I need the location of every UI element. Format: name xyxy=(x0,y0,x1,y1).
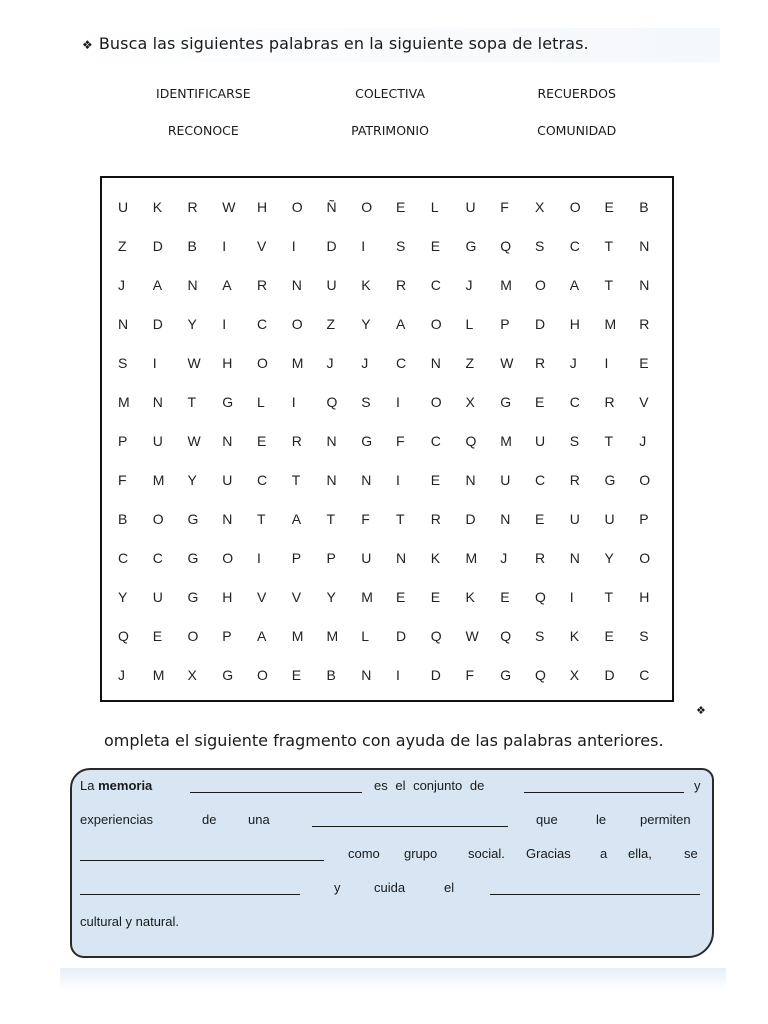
word-search-grid xyxy=(116,188,672,694)
grid-letter[interactable]: I xyxy=(222,238,227,255)
grid-letter[interactable]: P xyxy=(118,432,128,449)
grid-letter[interactable]: W xyxy=(187,432,201,449)
grid-letter[interactable]: I xyxy=(396,394,400,411)
grid-letter[interactable]: C xyxy=(430,277,441,294)
grid-letter[interactable]: G xyxy=(604,471,616,488)
grid-letter[interactable]: R xyxy=(430,510,441,527)
instruction-complete: ompleta el siguiente fragmento con ayuda de las palabras anteriores. xyxy=(104,731,664,750)
grid-letter[interactable]: U xyxy=(152,432,163,449)
grid-letter[interactable]: O xyxy=(430,394,442,411)
grid-letter[interactable]: N xyxy=(118,316,129,333)
word-bank-item: PATRIMONIO xyxy=(351,123,429,138)
fragment-word: se xyxy=(684,846,698,861)
grid-letter[interactable]: R xyxy=(604,394,615,411)
grid-letter[interactable]: O xyxy=(569,199,581,216)
grid-letter[interactable]: P xyxy=(326,549,336,566)
grid-letter[interactable]: F xyxy=(361,510,370,527)
fill-blank-1[interactable] xyxy=(190,792,362,793)
fragment-word: social. xyxy=(468,846,505,861)
grid-letter[interactable]: N xyxy=(361,471,372,488)
grid-letter[interactable]: J xyxy=(639,432,647,449)
grid-letter[interactable]: J xyxy=(118,277,125,294)
grid-letter[interactable]: Q xyxy=(500,627,512,644)
instruction-find-words xyxy=(82,34,589,53)
fragment-word: a xyxy=(600,846,608,861)
grid-letter[interactable]: Q xyxy=(465,432,477,449)
grid-letter[interactable]: R xyxy=(639,316,650,333)
grid-letter[interactable]: F xyxy=(500,199,509,216)
fragment-word: permiten xyxy=(640,812,691,827)
grid-letter[interactable]: A xyxy=(257,627,267,644)
grid-letter[interactable]: H xyxy=(222,588,233,605)
grid-letter[interactable]: O xyxy=(361,199,373,216)
grid-letter[interactable]: F xyxy=(396,432,405,449)
grid-letter[interactable]: N xyxy=(639,238,650,255)
grid-letter[interactable]: Q xyxy=(118,627,129,644)
grid-letter[interactable]: E xyxy=(396,199,406,216)
grid-letter[interactable]: K xyxy=(152,199,163,216)
fill-blank-2[interactable] xyxy=(524,792,684,793)
grid-letter[interactable]: R xyxy=(535,549,546,566)
grid-letter[interactable]: B xyxy=(118,510,128,527)
grid-letter[interactable]: J xyxy=(361,355,369,372)
grid-letter[interactable]: S xyxy=(535,627,545,644)
grid-letter[interactable]: G xyxy=(465,238,477,255)
grid-letter[interactable]: S xyxy=(535,238,545,255)
fragment-word: Gracias xyxy=(526,846,571,861)
grid-letter[interactable]: Y xyxy=(118,588,128,605)
grid-letter[interactable]: U xyxy=(152,588,163,605)
word-bank xyxy=(110,86,670,138)
grid-letter[interactable]: N xyxy=(465,471,476,488)
fragment-word: y xyxy=(334,880,341,895)
grid-letter[interactable]: U xyxy=(569,510,580,527)
grid-letter[interactable]: C xyxy=(152,549,163,566)
grid-letter[interactable]: D xyxy=(604,666,615,683)
grid-letter[interactable]: Y xyxy=(361,316,371,333)
word-bank-item: COLECTIVA xyxy=(355,86,425,101)
grid-letter[interactable]: N xyxy=(396,549,407,566)
grid-letter[interactable]: M xyxy=(500,277,512,294)
grid-letter[interactable]: X xyxy=(465,394,475,411)
grid-letter[interactable]: L xyxy=(465,316,474,333)
grid-letter[interactable]: R xyxy=(535,355,546,372)
grid-letter[interactable]: R xyxy=(187,199,198,216)
grid-letter[interactable]: V xyxy=(639,394,649,411)
word-bank-item: RECONOCE xyxy=(167,123,239,138)
grid-letter[interactable]: E xyxy=(396,588,406,605)
grid-letter[interactable]: V xyxy=(257,238,267,255)
fill-blank-5[interactable] xyxy=(80,894,300,895)
grid-letter[interactable]: C xyxy=(257,316,268,333)
fragment-word: grupo xyxy=(404,846,438,861)
grid-letter[interactable]: Y xyxy=(604,549,614,566)
grid-letter[interactable]: T xyxy=(604,588,614,605)
grid-letter[interactable]: M xyxy=(604,316,617,333)
grid-letter[interactable]: C xyxy=(569,238,580,255)
grid-letter[interactable]: U xyxy=(326,277,337,294)
grid-letter[interactable]: U xyxy=(222,471,233,488)
grid-letter[interactable]: S xyxy=(118,355,128,372)
grid-letter[interactable]: O xyxy=(430,316,442,333)
grid-letter[interactable]: R xyxy=(257,277,268,294)
grid-letter[interactable]: E xyxy=(430,588,441,605)
grid-letter[interactable]: C xyxy=(118,549,129,566)
grid-letter[interactable]: G xyxy=(187,549,199,566)
grid-letter[interactable]: T xyxy=(326,510,336,527)
grid-letter[interactable]: T xyxy=(604,277,614,294)
grid-letter[interactable]: N xyxy=(187,277,198,294)
grid-letter[interactable]: S xyxy=(396,238,406,255)
grid-letter[interactable]: X xyxy=(187,666,197,683)
grid-letter[interactable]: J xyxy=(500,549,508,566)
word-bank-item: IDENTIFICARSE xyxy=(156,86,251,101)
grid-letter[interactable]: N xyxy=(326,471,337,488)
grid-letter[interactable]: O xyxy=(152,510,164,527)
grid-letter[interactable]: U xyxy=(118,199,129,216)
grid-letter[interactable]: M xyxy=(291,627,304,644)
grid-letter[interactable]: D xyxy=(430,666,441,683)
grid-letter[interactable]: U xyxy=(500,471,511,488)
grid-letter[interactable]: Z xyxy=(465,355,475,372)
grid-letter[interactable]: W xyxy=(465,627,479,644)
grid-letter[interactable]: T xyxy=(396,510,405,527)
grid-letter[interactable]: N xyxy=(291,277,302,294)
grid-letter[interactable]: I xyxy=(291,394,296,411)
grid-letter[interactable]: N xyxy=(152,394,163,411)
word-search-box xyxy=(100,176,674,702)
fragment-word: que xyxy=(536,812,558,827)
grid-letter[interactable]: U xyxy=(535,432,546,449)
grid-letter[interactable]: Z xyxy=(326,316,336,333)
grid-letter[interactable]: J xyxy=(326,355,334,372)
grid-letter[interactable]: D xyxy=(396,627,407,644)
grid-letter[interactable]: D xyxy=(326,238,337,255)
fragment-word: el xyxy=(444,880,455,895)
grid-letter[interactable]: C xyxy=(430,432,441,449)
grid-letter[interactable]: M xyxy=(291,355,304,372)
grid-letter[interactable]: E xyxy=(639,355,649,372)
grid-letter[interactable]: D xyxy=(152,238,163,255)
grid-letter[interactable]: T xyxy=(187,394,197,411)
grid-letter[interactable]: D xyxy=(465,510,476,527)
grid-letter[interactable]: I xyxy=(569,588,574,605)
grid-letter[interactable]: E xyxy=(430,238,441,255)
grid-letter[interactable]: O xyxy=(257,666,268,683)
fragment-word: como xyxy=(348,846,380,861)
diamond-bullet-icon: ❖ xyxy=(82,38,93,52)
grid-letter[interactable]: Q xyxy=(535,666,546,683)
grid-letter[interactable]: I xyxy=(604,355,609,372)
grid-letter[interactable]: B xyxy=(639,199,649,216)
grid-letter[interactable]: M xyxy=(465,549,478,566)
grid-letter[interactable]: G xyxy=(187,510,199,527)
fragment-word: es el conjunto de xyxy=(374,778,485,793)
grid-letter[interactable]: N xyxy=(430,355,441,372)
grid-letter[interactable]: J xyxy=(569,355,577,372)
grid-letter[interactable]: G xyxy=(500,666,512,683)
fill-blank-4[interactable] xyxy=(80,860,324,861)
grid-letter[interactable]: A xyxy=(396,316,406,333)
grid-letter[interactable]: L xyxy=(257,394,265,411)
grid-letter[interactable]: E xyxy=(604,199,614,216)
grid-letter[interactable]: O xyxy=(291,316,303,333)
grid-letter[interactable]: B xyxy=(187,238,197,255)
fragment-word: una xyxy=(248,812,270,827)
fragment-word: le xyxy=(596,812,607,827)
grid-letter[interactable]: I xyxy=(361,238,366,255)
grid-letter[interactable]: T xyxy=(257,510,266,527)
grid-letter[interactable]: Q xyxy=(430,627,442,644)
grid-letter[interactable]: H xyxy=(569,316,580,333)
grid-letter[interactable]: P xyxy=(222,627,232,644)
grid-letter[interactable]: G xyxy=(361,432,373,449)
grid-letter[interactable]: A xyxy=(291,510,302,527)
grid-letter[interactable]: U xyxy=(361,549,372,566)
grid-letter[interactable]: H xyxy=(257,199,268,216)
grid-letter[interactable]: A xyxy=(222,277,232,294)
word-bank-item: RECUERDOS xyxy=(537,86,616,101)
grid-letter[interactable]: K xyxy=(569,627,580,644)
grid-letter[interactable]: N xyxy=(361,666,372,683)
fragment-word: cuida xyxy=(374,880,406,895)
grid-letter[interactable]: T xyxy=(604,432,614,449)
grid-letter[interactable]: O xyxy=(639,471,651,488)
grid-letter[interactable]: X xyxy=(569,666,580,683)
grid-letter[interactable]: N xyxy=(326,432,337,449)
grid-letter[interactable]: J xyxy=(118,666,125,683)
grid-letter[interactable]: F xyxy=(118,471,127,488)
grid-letter[interactable]: Q xyxy=(535,588,546,605)
grid-letter[interactable]: R xyxy=(291,432,302,449)
grid-letter[interactable]: V xyxy=(291,588,302,605)
grid-letter[interactable]: A xyxy=(569,277,580,294)
grid-letter[interactable]: E xyxy=(535,394,545,411)
grid-letter[interactable]: U xyxy=(604,510,615,527)
grid-letter[interactable]: C xyxy=(569,394,580,411)
grid-letter[interactable]: T xyxy=(291,471,301,488)
grid-letter[interactable]: I xyxy=(222,316,227,333)
grid-letter[interactable]: P xyxy=(291,549,302,566)
grid-letter[interactable]: F xyxy=(465,666,475,683)
grid-letter[interactable]: M xyxy=(500,432,512,449)
grid-letter[interactable]: W xyxy=(187,355,201,372)
grid-letter[interactable]: Q xyxy=(326,394,338,411)
grid-letter[interactable]: Q xyxy=(500,238,512,255)
diamond-bullet-icon: ❖ xyxy=(696,704,706,717)
grid-letter[interactable]: M xyxy=(326,627,339,644)
grid-letter[interactable]: S xyxy=(639,627,649,644)
fragment-word: de xyxy=(202,812,217,827)
fragment-panel xyxy=(70,768,714,958)
grid-letter[interactable]: C xyxy=(396,355,407,372)
grid-letter[interactable]: B xyxy=(326,666,336,683)
grid-letter[interactable]: I xyxy=(396,666,400,683)
fragment-word: ella, xyxy=(628,846,652,861)
fill-blank-6[interactable] xyxy=(490,894,700,895)
grid-letter[interactable]: E xyxy=(430,471,441,488)
instruction-text: Busca las siguientes palabras en la siguiente sopa de letras. xyxy=(98,34,589,53)
grid-letter[interactable]: O xyxy=(187,627,199,644)
grid-letter[interactable]: C xyxy=(639,666,650,683)
grid-letter[interactable]: E xyxy=(604,627,614,644)
grid-letter[interactable]: P xyxy=(500,316,510,333)
grid-letter[interactable]: S xyxy=(361,394,371,411)
grid-letter[interactable]: U xyxy=(465,199,476,216)
grid-letter[interactable]: R xyxy=(569,471,580,488)
grid-letter[interactable]: M xyxy=(361,588,373,605)
grid-letter[interactable]: G xyxy=(500,394,512,411)
grid-letter[interactable]: X xyxy=(535,199,545,216)
grid-letter[interactable]: G xyxy=(222,666,234,683)
grid-letter[interactable]: L xyxy=(430,199,439,216)
grid-letter[interactable]: Y xyxy=(326,588,336,605)
grid-letter[interactable]: R xyxy=(396,277,407,294)
grid-letter[interactable]: K xyxy=(430,549,441,566)
grid-letter[interactable]: E xyxy=(152,627,163,644)
grid-letter[interactable]: O xyxy=(535,277,546,294)
fragment-word: cultural y natural. xyxy=(80,914,179,929)
grid-letter[interactable]: H xyxy=(222,355,233,372)
grid-letter[interactable]: W xyxy=(222,199,236,216)
grid-letter[interactable]: Ñ xyxy=(326,199,337,216)
grid-letter[interactable]: E xyxy=(257,432,267,449)
grid-letter[interactable]: K xyxy=(465,588,475,605)
footer-strip xyxy=(60,968,726,990)
fragment-word: y xyxy=(694,778,701,793)
grid-letter[interactable]: Y xyxy=(187,471,197,488)
grid-letter[interactable]: G xyxy=(222,394,234,411)
grid-letter[interactable]: K xyxy=(361,277,371,294)
grid-letter[interactable]: C xyxy=(535,471,546,488)
grid-letter[interactable]: Z xyxy=(118,238,127,255)
grid-letter[interactable]: T xyxy=(604,238,614,255)
grid-letter[interactable]: V xyxy=(257,588,267,605)
grid-letter[interactable]: D xyxy=(535,316,546,333)
grid-letter[interactable]: S xyxy=(569,432,580,449)
word-bank-item: COMUNIDAD xyxy=(537,123,617,138)
grid-letter[interactable]: E xyxy=(535,510,545,527)
grid-letter[interactable]: H xyxy=(639,588,650,605)
grid-letter[interactable]: G xyxy=(187,588,199,605)
grid-letter[interactable]: W xyxy=(500,355,514,372)
grid-letter[interactable]: I xyxy=(396,471,400,488)
grid-letter[interactable]: I xyxy=(257,549,261,566)
fragment-keyword: memoria xyxy=(98,778,153,793)
grid-letter[interactable]: N xyxy=(639,277,650,294)
grid-letter[interactable]: N xyxy=(222,432,233,449)
grid-letter[interactable]: Y xyxy=(187,316,197,333)
grid-letter[interactable]: E xyxy=(500,588,510,605)
grid-letter[interactable]: N xyxy=(500,510,511,527)
grid-letter[interactable]: M xyxy=(118,394,130,411)
grid-letter[interactable]: N xyxy=(222,510,233,527)
grid-letter[interactable]: P xyxy=(639,510,649,527)
fill-blank-3[interactable] xyxy=(312,826,508,827)
grid-letter[interactable]: C xyxy=(257,471,268,488)
grid-letter[interactable]: M xyxy=(152,666,165,683)
fragment-word: experiencias xyxy=(80,812,153,827)
grid-letter[interactable]: J xyxy=(465,277,473,294)
grid-letter[interactable]: I xyxy=(152,355,157,372)
grid-letter[interactable]: E xyxy=(291,666,302,683)
grid-letter[interactable]: M xyxy=(152,471,165,488)
grid-letter[interactable]: O xyxy=(291,199,303,216)
grid-letter[interactable]: O xyxy=(257,355,268,372)
grid-letter[interactable]: O xyxy=(639,549,651,566)
grid-letter[interactable]: D xyxy=(152,316,163,333)
grid-letter[interactable]: N xyxy=(569,549,580,566)
grid-letter[interactable]: O xyxy=(222,549,234,566)
fragment-word: La memoria xyxy=(80,778,153,793)
grid-letter[interactable]: L xyxy=(361,627,370,644)
grid-letter[interactable]: A xyxy=(152,277,163,294)
grid-letter[interactable]: I xyxy=(291,238,296,255)
